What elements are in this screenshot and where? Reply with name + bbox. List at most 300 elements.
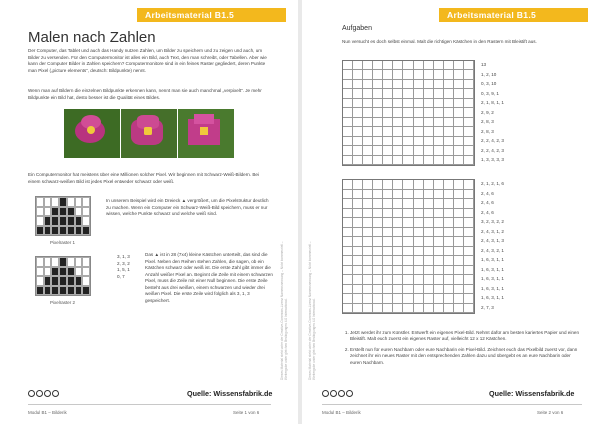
grid-cell[interactable] xyxy=(393,89,403,98)
grid-cell[interactable] xyxy=(373,146,383,155)
grid-cell[interactable] xyxy=(454,228,464,238)
grid-cell[interactable] xyxy=(464,89,474,98)
grid-cell[interactable] xyxy=(373,108,383,117)
grid-cell[interactable] xyxy=(464,209,474,219)
grid-cell[interactable] xyxy=(444,80,454,89)
grid-cell[interactable] xyxy=(393,99,403,108)
grid-cell[interactable] xyxy=(353,89,363,98)
grid-cell[interactable] xyxy=(353,275,363,285)
grid-cell[interactable] xyxy=(363,190,373,200)
grid-cell[interactable] xyxy=(343,137,353,146)
grid-cell[interactable] xyxy=(464,99,474,108)
grid-cell[interactable] xyxy=(414,256,424,266)
grid-cell[interactable] xyxy=(383,199,393,209)
grid-cell[interactable] xyxy=(414,228,424,238)
grid-cell[interactable] xyxy=(363,256,373,266)
grid-cell[interactable] xyxy=(444,146,454,155)
grid-cell[interactable] xyxy=(343,146,353,155)
grid-cell[interactable] xyxy=(363,199,373,209)
grid-cell[interactable] xyxy=(444,89,454,98)
grid-cell[interactable] xyxy=(383,180,393,190)
grid-cell[interactable] xyxy=(454,304,464,314)
grid-cell[interactable] xyxy=(393,294,403,304)
grid-cell[interactable] xyxy=(454,61,464,70)
grid-cell[interactable] xyxy=(373,99,383,108)
grid-cell[interactable] xyxy=(464,127,474,136)
grid-cell[interactable] xyxy=(454,127,464,136)
grid-cell[interactable] xyxy=(353,294,363,304)
grid-cell[interactable] xyxy=(373,218,383,228)
grid-cell[interactable] xyxy=(383,247,393,257)
grid-cell[interactable] xyxy=(464,190,474,200)
grid-cell[interactable] xyxy=(444,199,454,209)
grid-cell[interactable] xyxy=(444,61,454,70)
grid-cell[interactable] xyxy=(454,190,464,200)
grid-cell[interactable] xyxy=(414,89,424,98)
grid-cell[interactable] xyxy=(444,218,454,228)
grid-cell[interactable] xyxy=(454,247,464,257)
grid-cell[interactable] xyxy=(434,99,444,108)
grid-cell[interactable] xyxy=(353,137,363,146)
grid-cell[interactable] xyxy=(353,118,363,127)
grid-cell[interactable] xyxy=(424,237,434,247)
grid-cell[interactable] xyxy=(363,294,373,304)
grid-cell[interactable] xyxy=(434,199,444,209)
grid-cell[interactable] xyxy=(353,70,363,79)
grid-cell[interactable] xyxy=(383,266,393,276)
grid-cell[interactable] xyxy=(444,247,454,257)
grid-cell[interactable] xyxy=(353,199,363,209)
grid-cell[interactable] xyxy=(434,266,444,276)
grid-cell[interactable] xyxy=(393,247,403,257)
grid-cell[interactable] xyxy=(424,89,434,98)
grid-cell[interactable] xyxy=(414,247,424,257)
grid-cell[interactable] xyxy=(363,137,373,146)
grid-cell[interactable] xyxy=(444,180,454,190)
grid-cell[interactable] xyxy=(464,275,474,285)
grid-cell[interactable] xyxy=(403,190,413,200)
grid-cell[interactable] xyxy=(464,247,474,257)
grid-cell[interactable] xyxy=(414,146,424,155)
grid-cell[interactable] xyxy=(353,99,363,108)
grid-cell[interactable] xyxy=(424,156,434,165)
grid-cell[interactable] xyxy=(383,146,393,155)
grid-cell[interactable] xyxy=(383,190,393,200)
grid-cell[interactable] xyxy=(343,228,353,238)
grid-cell[interactable] xyxy=(434,275,444,285)
grid-cell[interactable] xyxy=(343,127,353,136)
grid-cell[interactable] xyxy=(373,80,383,89)
grid-cell[interactable] xyxy=(434,256,444,266)
grid-cell[interactable] xyxy=(343,285,353,295)
grid-cell[interactable] xyxy=(363,108,373,117)
grid-cell[interactable] xyxy=(403,228,413,238)
grid-cell[interactable] xyxy=(434,137,444,146)
grid-cell[interactable] xyxy=(383,118,393,127)
grid-cell[interactable] xyxy=(353,218,363,228)
grid-cell[interactable] xyxy=(454,237,464,247)
grid-cell[interactable] xyxy=(373,156,383,165)
grid-cell[interactable] xyxy=(414,199,424,209)
blank-pixel-grid-1[interactable] xyxy=(342,60,475,166)
grid-cell[interactable] xyxy=(403,275,413,285)
grid-cell[interactable] xyxy=(393,127,403,136)
grid-cell[interactable] xyxy=(383,209,393,219)
grid-cell[interactable] xyxy=(353,190,363,200)
grid-cell[interactable] xyxy=(464,146,474,155)
blank-pixel-grid-2[interactable] xyxy=(342,179,475,314)
grid-cell[interactable] xyxy=(383,70,393,79)
grid-cell[interactable] xyxy=(424,190,434,200)
grid-cell[interactable] xyxy=(424,146,434,155)
grid-cell[interactable] xyxy=(393,190,403,200)
grid-cell[interactable] xyxy=(424,70,434,79)
grid-cell[interactable] xyxy=(464,137,474,146)
grid-cell[interactable] xyxy=(424,80,434,89)
grid-cell[interactable] xyxy=(363,266,373,276)
grid-cell[interactable] xyxy=(454,118,464,127)
grid-cell[interactable] xyxy=(444,99,454,108)
grid-cell[interactable] xyxy=(403,247,413,257)
grid-cell[interactable] xyxy=(434,127,444,136)
grid-cell[interactable] xyxy=(383,156,393,165)
grid-cell[interactable] xyxy=(424,180,434,190)
grid-cell[interactable] xyxy=(454,108,464,117)
grid-cell[interactable] xyxy=(353,304,363,314)
grid-cell[interactable] xyxy=(383,80,393,89)
grid-cell[interactable] xyxy=(393,108,403,117)
grid-cell[interactable] xyxy=(383,218,393,228)
grid-cell[interactable] xyxy=(434,285,444,295)
grid-cell[interactable] xyxy=(424,108,434,117)
grid-cell[interactable] xyxy=(343,118,353,127)
grid-cell[interactable] xyxy=(414,99,424,108)
grid-cell[interactable] xyxy=(373,209,383,219)
grid-cell[interactable] xyxy=(393,228,403,238)
grid-cell[interactable] xyxy=(403,199,413,209)
grid-cell[interactable] xyxy=(383,137,393,146)
grid-cell[interactable] xyxy=(464,228,474,238)
grid-cell[interactable] xyxy=(363,228,373,238)
grid-cell[interactable] xyxy=(444,118,454,127)
grid-cell[interactable] xyxy=(434,247,444,257)
grid-cell[interactable] xyxy=(414,80,424,89)
grid-cell[interactable] xyxy=(464,61,474,70)
grid-cell[interactable] xyxy=(393,266,403,276)
grid-cell[interactable] xyxy=(393,209,403,219)
grid-cell[interactable] xyxy=(363,180,373,190)
grid-cell[interactable] xyxy=(454,294,464,304)
grid-cell[interactable] xyxy=(414,266,424,276)
grid-cell[interactable] xyxy=(353,108,363,117)
grid-cell[interactable] xyxy=(403,218,413,228)
grid-cell[interactable] xyxy=(403,266,413,276)
grid-cell[interactable] xyxy=(343,199,353,209)
grid-cell[interactable] xyxy=(383,285,393,295)
grid-cell[interactable] xyxy=(393,156,403,165)
grid-cell[interactable] xyxy=(343,294,353,304)
grid-cell[interactable] xyxy=(434,118,444,127)
grid-cell[interactable] xyxy=(464,80,474,89)
grid-cell[interactable] xyxy=(444,127,454,136)
grid-cell[interactable] xyxy=(454,285,464,295)
grid-cell[interactable] xyxy=(373,89,383,98)
grid-cell[interactable] xyxy=(383,294,393,304)
grid-cell[interactable] xyxy=(414,137,424,146)
grid-cell[interactable] xyxy=(393,137,403,146)
grid-cell[interactable] xyxy=(403,70,413,79)
grid-cell[interactable] xyxy=(424,247,434,257)
grid-cell[interactable] xyxy=(383,108,393,117)
grid-cell[interactable] xyxy=(363,146,373,155)
grid-cell[interactable] xyxy=(373,285,383,295)
grid-cell[interactable] xyxy=(414,294,424,304)
grid-cell[interactable] xyxy=(343,247,353,257)
grid-cell[interactable] xyxy=(353,256,363,266)
grid-cell[interactable] xyxy=(414,275,424,285)
grid-cell[interactable] xyxy=(454,99,464,108)
grid-cell[interactable] xyxy=(383,89,393,98)
grid-cell[interactable] xyxy=(424,61,434,70)
grid-cell[interactable] xyxy=(414,285,424,295)
grid-cell[interactable] xyxy=(383,237,393,247)
grid-cell[interactable] xyxy=(424,209,434,219)
grid-cell[interactable] xyxy=(454,156,464,165)
grid-cell[interactable] xyxy=(464,266,474,276)
grid-cell[interactable] xyxy=(464,199,474,209)
grid-cell[interactable] xyxy=(403,304,413,314)
grid-cell[interactable] xyxy=(403,146,413,155)
grid-cell[interactable] xyxy=(403,180,413,190)
grid-cell[interactable] xyxy=(393,304,403,314)
grid-cell[interactable] xyxy=(403,80,413,89)
grid-cell[interactable] xyxy=(393,146,403,155)
grid-cell[interactable] xyxy=(464,304,474,314)
grid-cell[interactable] xyxy=(343,256,353,266)
grid-cell[interactable] xyxy=(343,108,353,117)
grid-cell[interactable] xyxy=(464,237,474,247)
grid-cell[interactable] xyxy=(373,256,383,266)
grid-cell[interactable] xyxy=(373,266,383,276)
grid-cell[interactable] xyxy=(393,199,403,209)
grid-cell[interactable] xyxy=(383,99,393,108)
grid-cell[interactable] xyxy=(414,180,424,190)
grid-cell[interactable] xyxy=(464,256,474,266)
grid-cell[interactable] xyxy=(424,275,434,285)
grid-cell[interactable] xyxy=(393,118,403,127)
grid-cell[interactable] xyxy=(353,247,363,257)
grid-cell[interactable] xyxy=(414,237,424,247)
grid-cell[interactable] xyxy=(373,61,383,70)
grid-cell[interactable] xyxy=(444,285,454,295)
grid-cell[interactable] xyxy=(373,228,383,238)
grid-cell[interactable] xyxy=(434,218,444,228)
grid-cell[interactable] xyxy=(373,127,383,136)
grid-cell[interactable] xyxy=(464,218,474,228)
grid-cell[interactable] xyxy=(424,228,434,238)
grid-cell[interactable] xyxy=(373,294,383,304)
grid-cell[interactable] xyxy=(434,146,444,155)
grid-cell[interactable] xyxy=(373,180,383,190)
grid-cell[interactable] xyxy=(363,247,373,257)
grid-cell[interactable] xyxy=(403,61,413,70)
grid-cell[interactable] xyxy=(403,89,413,98)
grid-cell[interactable] xyxy=(424,199,434,209)
grid-cell[interactable] xyxy=(383,127,393,136)
grid-cell[interactable] xyxy=(444,190,454,200)
grid-cell[interactable] xyxy=(353,228,363,238)
grid-cell[interactable] xyxy=(343,266,353,276)
grid-cell[interactable] xyxy=(434,180,444,190)
grid-cell[interactable] xyxy=(353,80,363,89)
grid-cell[interactable] xyxy=(403,108,413,117)
grid-cell[interactable] xyxy=(414,190,424,200)
grid-cell[interactable] xyxy=(363,275,373,285)
grid-cell[interactable] xyxy=(393,80,403,89)
grid-cell[interactable] xyxy=(424,127,434,136)
grid-cell[interactable] xyxy=(434,190,444,200)
grid-cell[interactable] xyxy=(343,218,353,228)
grid-cell[interactable] xyxy=(414,218,424,228)
grid-cell[interactable] xyxy=(383,275,393,285)
grid-cell[interactable] xyxy=(403,137,413,146)
grid-cell[interactable] xyxy=(353,266,363,276)
grid-cell[interactable] xyxy=(373,118,383,127)
grid-cell[interactable] xyxy=(403,256,413,266)
grid-cell[interactable] xyxy=(424,294,434,304)
grid-cell[interactable] xyxy=(414,118,424,127)
grid-cell[interactable] xyxy=(434,156,444,165)
grid-cell[interactable] xyxy=(414,156,424,165)
grid-cell[interactable] xyxy=(393,256,403,266)
grid-cell[interactable] xyxy=(424,218,434,228)
grid-cell[interactable] xyxy=(373,190,383,200)
grid-cell[interactable] xyxy=(424,256,434,266)
grid-cell[interactable] xyxy=(363,304,373,314)
grid-cell[interactable] xyxy=(393,218,403,228)
grid-cell[interactable] xyxy=(353,61,363,70)
grid-cell[interactable] xyxy=(434,61,444,70)
grid-cell[interactable] xyxy=(363,285,373,295)
grid-cell[interactable] xyxy=(353,285,363,295)
grid-cell[interactable] xyxy=(414,127,424,136)
grid-cell[interactable] xyxy=(444,304,454,314)
grid-cell[interactable] xyxy=(363,218,373,228)
grid-cell[interactable] xyxy=(373,137,383,146)
grid-cell[interactable] xyxy=(444,70,454,79)
grid-cell[interactable] xyxy=(343,237,353,247)
grid-cell[interactable] xyxy=(414,61,424,70)
grid-cell[interactable] xyxy=(464,285,474,295)
grid-cell[interactable] xyxy=(424,99,434,108)
grid-cell[interactable] xyxy=(454,80,464,89)
grid-cell[interactable] xyxy=(383,228,393,238)
grid-cell[interactable] xyxy=(343,275,353,285)
grid-cell[interactable] xyxy=(403,294,413,304)
grid-cell[interactable] xyxy=(403,156,413,165)
grid-cell[interactable] xyxy=(393,237,403,247)
grid-cell[interactable] xyxy=(403,285,413,295)
grid-cell[interactable] xyxy=(343,99,353,108)
grid-cell[interactable] xyxy=(363,70,373,79)
grid-cell[interactable] xyxy=(353,156,363,165)
grid-cell[interactable] xyxy=(454,146,464,155)
grid-cell[interactable] xyxy=(464,180,474,190)
grid-cell[interactable] xyxy=(393,285,403,295)
grid-cell[interactable] xyxy=(434,304,444,314)
grid-cell[interactable] xyxy=(434,237,444,247)
grid-cell[interactable] xyxy=(464,118,474,127)
grid-cell[interactable] xyxy=(363,127,373,136)
grid-cell[interactable] xyxy=(363,118,373,127)
grid-cell[interactable] xyxy=(414,209,424,219)
grid-cell[interactable] xyxy=(444,156,454,165)
grid-cell[interactable] xyxy=(454,266,464,276)
grid-cell[interactable] xyxy=(454,256,464,266)
grid-cell[interactable] xyxy=(444,228,454,238)
grid-cell[interactable] xyxy=(424,118,434,127)
grid-cell[interactable] xyxy=(363,89,373,98)
grid-cell[interactable] xyxy=(454,180,464,190)
grid-cell[interactable] xyxy=(444,275,454,285)
grid-cell[interactable] xyxy=(363,61,373,70)
grid-cell[interactable] xyxy=(373,237,383,247)
grid-cell[interactable] xyxy=(373,304,383,314)
grid-cell[interactable] xyxy=(454,70,464,79)
grid-cell[interactable] xyxy=(454,199,464,209)
grid-cell[interactable] xyxy=(393,70,403,79)
grid-cell[interactable] xyxy=(363,99,373,108)
grid-cell[interactable] xyxy=(444,108,454,117)
grid-cell[interactable] xyxy=(343,89,353,98)
grid-cell[interactable] xyxy=(464,70,474,79)
grid-cell[interactable] xyxy=(343,180,353,190)
grid-cell[interactable] xyxy=(393,180,403,190)
grid-cell[interactable] xyxy=(434,70,444,79)
grid-cell[interactable] xyxy=(383,304,393,314)
grid-cell[interactable] xyxy=(383,256,393,266)
grid-cell[interactable] xyxy=(353,237,363,247)
grid-cell[interactable] xyxy=(454,89,464,98)
grid-cell[interactable] xyxy=(373,70,383,79)
grid-cell[interactable] xyxy=(373,199,383,209)
grid-cell[interactable] xyxy=(434,228,444,238)
grid-cell[interactable] xyxy=(353,180,363,190)
grid-cell[interactable] xyxy=(343,209,353,219)
grid-cell[interactable] xyxy=(434,108,444,117)
grid-cell[interactable] xyxy=(454,275,464,285)
grid-cell[interactable] xyxy=(343,304,353,314)
grid-cell[interactable] xyxy=(343,61,353,70)
grid-cell[interactable] xyxy=(414,70,424,79)
grid-cell[interactable] xyxy=(363,80,373,89)
grid-cell[interactable] xyxy=(454,218,464,228)
grid-cell[interactable] xyxy=(363,237,373,247)
grid-cell[interactable] xyxy=(343,190,353,200)
grid-cell[interactable] xyxy=(383,61,393,70)
grid-cell[interactable] xyxy=(464,108,474,117)
grid-cell[interactable] xyxy=(434,80,444,89)
grid-cell[interactable] xyxy=(424,266,434,276)
grid-cell[interactable] xyxy=(464,294,474,304)
grid-cell[interactable] xyxy=(424,304,434,314)
grid-cell[interactable] xyxy=(454,137,464,146)
grid-cell[interactable] xyxy=(363,156,373,165)
grid-cell[interactable] xyxy=(414,304,424,314)
grid-cell[interactable] xyxy=(393,61,403,70)
grid-cell[interactable] xyxy=(353,146,363,155)
grid-cell[interactable] xyxy=(373,247,383,257)
